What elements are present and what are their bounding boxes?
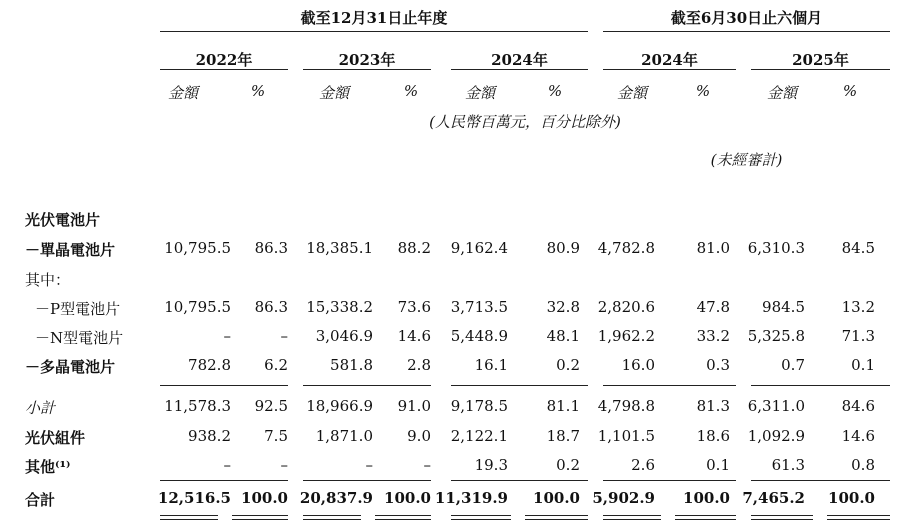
double-rule-amount-2023 bbox=[303, 515, 361, 520]
poly-pct-2024-interim: 0.3 bbox=[706, 356, 730, 374]
unit-note: (人民幣百萬元，百分比除外) bbox=[429, 113, 621, 131]
p-type-amount-2024-interim: 2,820.6 bbox=[597, 298, 655, 316]
p-type-amount-2024-annual: 3,713.5 bbox=[450, 298, 508, 316]
others-pct-2023: – bbox=[423, 456, 431, 474]
year-2022: 2022年 bbox=[195, 51, 253, 69]
subtotal-pct-2024-interim: 81.3 bbox=[696, 397, 730, 415]
row-label-pv-cells: 光伏電池片 bbox=[25, 211, 101, 229]
subtotal-amount-2023: 18,966.9 bbox=[306, 397, 373, 415]
modules-pct-2022: 7.5 bbox=[264, 427, 288, 445]
total-pct-2024-interim: 100.0 bbox=[683, 489, 730, 507]
total-amount-2023: 20,837.9 bbox=[299, 489, 373, 507]
n-type-amount-2022: – bbox=[223, 327, 231, 345]
year-2023: 2023年 bbox=[338, 51, 396, 69]
double-rule-pct-2022 bbox=[232, 515, 288, 520]
total-pct-2022: 100.0 bbox=[241, 489, 288, 507]
amount-heading-2024-interim: 金額 bbox=[616, 84, 647, 102]
row-label-subtotal: 小計 bbox=[25, 399, 56, 417]
year-rule-2022 bbox=[160, 69, 288, 70]
unaudited-note: (未經審計) bbox=[710, 151, 783, 169]
others-pct-2024-annual: 0.2 bbox=[556, 456, 580, 474]
year-rule-2025-interim bbox=[751, 69, 890, 70]
subtotal-pct-2023: 91.0 bbox=[397, 397, 431, 415]
n-type-pct-2024-interim: 33.2 bbox=[696, 327, 730, 345]
row-label-others: 其他⁽¹⁾ bbox=[25, 458, 71, 476]
subtotal-rule-2023 bbox=[303, 385, 431, 386]
total-amount-2022: 12,516.5 bbox=[157, 489, 231, 507]
pct-heading-2025-interim: % bbox=[842, 82, 858, 100]
n-type-amount-2024-annual: 5,448.9 bbox=[450, 327, 508, 345]
subtotal-rule-2025-interim bbox=[751, 385, 890, 386]
pct-heading-2023: % bbox=[403, 82, 419, 100]
p-type-amount-2025-interim: 984.5 bbox=[762, 298, 805, 316]
others-amount-2024-interim: 2.6 bbox=[631, 456, 655, 474]
subtotal-rule-2022 bbox=[160, 385, 288, 386]
poly-pct-2025-interim: 0.1 bbox=[851, 356, 875, 374]
double-rule-amount-2024-annual bbox=[451, 515, 511, 520]
poly-amount-2022: 782.8 bbox=[188, 356, 231, 374]
modules-amount-2022: 938.2 bbox=[188, 427, 231, 445]
year-2024-interim: 2024年 bbox=[641, 51, 698, 69]
total-pct-2025-interim: 100.0 bbox=[828, 489, 875, 507]
p-type-pct-2022: 86.3 bbox=[254, 298, 288, 316]
poly-amount-2023: 581.8 bbox=[330, 356, 373, 374]
total-rule-2022 bbox=[160, 480, 288, 481]
modules-pct-2023: 9.0 bbox=[407, 427, 431, 445]
group-right-rule bbox=[603, 31, 890, 32]
n-type-amount-2023: 3,046.9 bbox=[315, 327, 373, 345]
subtotal-rule-2024-annual bbox=[451, 385, 588, 386]
header-group-right: 截至6月30日止六個月 bbox=[670, 9, 823, 27]
modules-amount-2024-annual: 2,122.1 bbox=[450, 427, 508, 445]
row-label-total: 合計 bbox=[25, 491, 56, 509]
group-left-rule bbox=[160, 31, 588, 32]
poly-pct-2023: 2.8 bbox=[407, 356, 431, 374]
amount-heading-2024-annual: 金額 bbox=[464, 84, 495, 102]
others-amount-2022: – bbox=[223, 456, 231, 474]
total-pct-2023: 100.0 bbox=[384, 489, 431, 507]
n-type-amount-2025-interim: 5,325.8 bbox=[747, 327, 805, 345]
subtotal-amount-2022: 11,578.3 bbox=[164, 397, 231, 415]
subtotal-rule-2024-interim bbox=[603, 385, 736, 386]
poly-amount-2024-interim: 16.0 bbox=[621, 356, 655, 374]
mono-amount-2022: 10,795.5 bbox=[164, 239, 231, 257]
row-label-mono-cells: －單晶電池片 bbox=[25, 241, 116, 259]
p-type-pct-2025-interim: 13.2 bbox=[841, 298, 875, 316]
row-label-p-type-cells: －P型電池片 bbox=[35, 300, 121, 318]
modules-amount-2024-interim: 1,101.5 bbox=[597, 427, 655, 445]
mono-pct-2025-interim: 84.5 bbox=[841, 239, 875, 257]
others-amount-2024-annual: 19.3 bbox=[474, 456, 508, 474]
p-type-amount-2022: 10,795.5 bbox=[164, 298, 231, 316]
total-rule-2025-interim bbox=[751, 480, 890, 481]
others-amount-2025-interim: 61.3 bbox=[771, 456, 805, 474]
p-type-pct-2023: 73.6 bbox=[397, 298, 431, 316]
year-rule-2024-interim bbox=[603, 69, 736, 70]
double-rule-amount-2022 bbox=[160, 515, 218, 520]
n-type-pct-2022: – bbox=[280, 327, 288, 345]
double-rule-pct-2023 bbox=[375, 515, 431, 520]
p-type-pct-2024-interim: 47.8 bbox=[696, 298, 730, 316]
n-type-pct-2023: 14.6 bbox=[397, 327, 431, 345]
total-rule-2024-annual bbox=[451, 480, 588, 481]
subtotal-pct-2024-annual: 81.1 bbox=[546, 397, 580, 415]
p-type-amount-2023: 15,338.2 bbox=[306, 298, 373, 316]
mono-amount-2024-interim: 4,782.8 bbox=[597, 239, 655, 257]
double-rule-amount-2024-interim bbox=[603, 515, 661, 520]
modules-pct-2025-interim: 14.6 bbox=[841, 427, 875, 445]
year-2025-interim: 2025年 bbox=[792, 51, 849, 69]
row-label-poly-cells: －多晶電池片 bbox=[25, 358, 116, 376]
subtotal-pct-2025-interim: 84.6 bbox=[841, 397, 875, 415]
double-rule-pct-2024-annual bbox=[525, 515, 588, 520]
total-pct-2024-annual: 100.0 bbox=[533, 489, 580, 507]
double-rule-pct-2025-interim bbox=[827, 515, 890, 520]
header-group-left: 截至12月31日止年度 bbox=[300, 9, 448, 27]
n-type-amount-2024-interim: 1,962.2 bbox=[597, 327, 655, 345]
mono-pct-2024-interim: 81.0 bbox=[696, 239, 730, 257]
others-pct-2022: – bbox=[280, 456, 288, 474]
amount-heading-2023: 金額 bbox=[318, 84, 349, 102]
p-type-pct-2024-annual: 32.8 bbox=[546, 298, 580, 316]
subtotal-amount-2025-interim: 6,311.0 bbox=[747, 397, 805, 415]
year-rule-2023 bbox=[303, 69, 431, 70]
total-rule-2024-interim bbox=[603, 480, 736, 481]
amount-heading-2025-interim: 金額 bbox=[766, 84, 797, 102]
others-pct-2024-interim: 0.1 bbox=[706, 456, 730, 474]
amount-heading-2022: 金額 bbox=[167, 84, 198, 102]
subtotal-pct-2022: 92.5 bbox=[254, 397, 288, 415]
row-label-pv-modules: 光伏組件 bbox=[25, 429, 86, 447]
modules-amount-2025-interim: 1,092.9 bbox=[747, 427, 805, 445]
mono-pct-2023: 88.2 bbox=[397, 239, 431, 257]
n-type-pct-2025-interim: 71.3 bbox=[841, 327, 875, 345]
modules-amount-2023: 1,871.0 bbox=[315, 427, 373, 445]
total-amount-2024-interim: 5,902.9 bbox=[592, 489, 655, 507]
mono-amount-2024-annual: 9,162.4 bbox=[450, 239, 508, 257]
modules-pct-2024-interim: 18.6 bbox=[696, 427, 730, 445]
mono-pct-2024-annual: 80.9 bbox=[546, 239, 580, 257]
double-rule-pct-2024-interim bbox=[675, 515, 736, 520]
poly-pct-2024-annual: 0.2 bbox=[556, 356, 580, 374]
subtotal-amount-2024-annual: 9,178.5 bbox=[450, 397, 508, 415]
year-2024-annual: 2024年 bbox=[491, 51, 548, 69]
pct-heading-2024-annual: % bbox=[547, 82, 563, 100]
poly-amount-2025-interim: 0.7 bbox=[781, 356, 805, 374]
others-amount-2023: – bbox=[365, 456, 373, 474]
total-amount-2024-annual: 11,319.9 bbox=[434, 489, 508, 507]
others-pct-2025-interim: 0.8 bbox=[851, 456, 875, 474]
pct-heading-2024-interim: % bbox=[695, 82, 711, 100]
modules-pct-2024-annual: 18.7 bbox=[546, 427, 580, 445]
double-rule-amount-2025-interim bbox=[751, 515, 813, 520]
mono-amount-2023: 18,385.1 bbox=[306, 239, 373, 257]
mono-amount-2025-interim: 6,310.3 bbox=[747, 239, 805, 257]
year-rule-2024-annual bbox=[451, 69, 588, 70]
total-amount-2025-interim: 7,465.2 bbox=[742, 489, 805, 507]
row-label-n-type-cells: －N型電池片 bbox=[35, 329, 124, 347]
poly-amount-2024-annual: 16.1 bbox=[474, 356, 508, 374]
poly-pct-2022: 6.2 bbox=[264, 356, 288, 374]
total-rule-2023 bbox=[303, 480, 431, 481]
mono-pct-2022: 86.3 bbox=[254, 239, 288, 257]
n-type-pct-2024-annual: 48.1 bbox=[546, 327, 580, 345]
row-label-of-which: 其中： bbox=[25, 271, 71, 289]
subtotal-amount-2024-interim: 4,798.8 bbox=[597, 397, 655, 415]
pct-heading-2022: % bbox=[250, 82, 266, 100]
